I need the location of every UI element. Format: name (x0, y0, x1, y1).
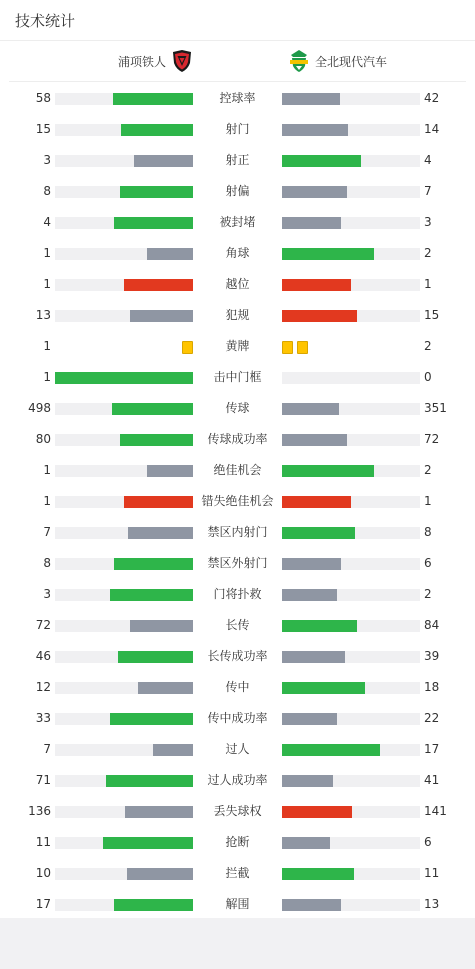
away-bar-track (282, 372, 420, 384)
away-bar (282, 682, 365, 694)
stat-row (0, 548, 475, 579)
stat-label: 越位 (225, 277, 250, 291)
stat-row (0, 858, 475, 889)
away-bar (282, 465, 374, 477)
stat-label: 禁区外射门 (207, 556, 268, 570)
stat-label: 禁区内射门 (207, 525, 268, 539)
teams-row (9, 41, 466, 82)
away-bar-track (282, 806, 420, 818)
home-bar (110, 589, 193, 601)
stat-row (0, 610, 475, 641)
stat-row (0, 486, 475, 517)
stat-label: 传中 (225, 680, 250, 694)
home-bar-track (55, 155, 193, 167)
yellow-card-icon (297, 341, 308, 354)
away-stat-value: 18 (424, 680, 440, 694)
stat-row (0, 734, 475, 765)
stat-row (0, 207, 475, 238)
away-bar-track (282, 155, 420, 167)
stat-row (0, 269, 475, 300)
stat-row (0, 331, 475, 362)
stat-label: 控球率 (219, 91, 256, 105)
home-bar (124, 496, 193, 508)
away-bar (282, 806, 352, 818)
home-bar (138, 682, 193, 694)
home-bar (128, 527, 193, 539)
away-stat-value: 11 (424, 866, 440, 880)
away-stat-value: 1 (424, 494, 432, 508)
away-stat-value: 2 (424, 246, 432, 260)
home-bar-track (55, 496, 193, 508)
home-bar-track (55, 558, 193, 570)
away-stat-value: 22 (424, 711, 440, 725)
home-bar (147, 465, 193, 477)
away-bar-track (282, 651, 420, 663)
away-stat-value: 3 (424, 215, 432, 229)
away-bar (282, 248, 374, 260)
stats-header (0, 0, 475, 41)
stat-label: 解围 (225, 897, 250, 911)
home-bar (127, 868, 193, 880)
home-stat-value: 4 (43, 215, 51, 229)
stat-row (0, 145, 475, 176)
home-stat-value: 1 (43, 339, 51, 353)
away-bar (282, 155, 361, 167)
away-bar-track (282, 558, 420, 570)
home-stat-value: 10 (35, 866, 51, 880)
home-stat-value: 1 (43, 370, 51, 384)
home-stat-value: 1 (43, 494, 51, 508)
stat-row (0, 300, 475, 331)
away-bar-track (282, 775, 420, 787)
away-bar (282, 651, 345, 663)
home-bar (55, 372, 193, 384)
stat-label: 拦截 (225, 866, 250, 880)
away-bar (282, 403, 339, 415)
home-bar (114, 217, 193, 229)
home-bar-track (55, 589, 193, 601)
home-bar-track (55, 93, 193, 105)
away-stat-value: 351 (424, 401, 447, 415)
home-stat-value: 58 (35, 91, 51, 105)
away-bar-track (282, 744, 420, 756)
away-yellow-cards (282, 341, 308, 353)
away-bar-track (282, 496, 420, 508)
stat-row (0, 238, 475, 269)
home-stat-value: 3 (43, 587, 51, 601)
stat-label: 过人成功率 (207, 773, 268, 787)
stat-label: 绝佳机会 (213, 463, 262, 477)
stat-label: 传球 (225, 401, 250, 415)
away-stat-value: 72 (424, 432, 440, 446)
stat-row (0, 765, 475, 796)
stat-row (0, 455, 475, 486)
home-bar-track (55, 310, 193, 322)
home-stat-value: 72 (35, 618, 51, 632)
home-stat-value: 8 (43, 556, 51, 570)
home-bar (110, 713, 193, 725)
page-title: 技术统计 (15, 12, 76, 30)
home-stat-value: 15 (35, 122, 51, 136)
away-stat-value: 141 (424, 804, 447, 818)
stat-label: 击中门框 (213, 370, 262, 384)
home-yellow-cards (182, 341, 193, 353)
home-stat-value: 46 (35, 649, 51, 663)
home-bar (130, 310, 193, 322)
away-bar (282, 868, 354, 880)
home-bar-track (55, 744, 193, 756)
away-bar-track (282, 527, 420, 539)
stat-label: 抢断 (225, 835, 250, 849)
yellow-card-icon (182, 341, 193, 354)
home-stat-value: 13 (35, 308, 51, 322)
stat-row (0, 889, 475, 920)
home-stat-value: 80 (35, 432, 51, 446)
away-bar (282, 558, 341, 570)
stat-label: 传中成功率 (207, 711, 268, 725)
home-stat-value: 136 (28, 804, 51, 818)
away-bar (282, 310, 357, 322)
home-bar (125, 806, 193, 818)
away-bar (282, 186, 347, 198)
away-bar (282, 93, 340, 105)
home-bar-track (55, 651, 193, 663)
away-stat-value: 42 (424, 91, 440, 105)
home-bar-track (55, 248, 193, 260)
home-bar (112, 403, 193, 415)
stat-label: 黄牌 (225, 339, 250, 353)
stat-row (0, 83, 475, 114)
home-bar-track (55, 279, 193, 291)
home-bar-track (55, 868, 193, 880)
away-bar (282, 775, 333, 787)
stat-label: 过人 (225, 742, 250, 756)
away-stat-value: 2 (424, 587, 432, 601)
home-bar (118, 651, 193, 663)
home-stat-value: 1 (43, 463, 51, 477)
home-stat-value: 17 (35, 897, 51, 911)
home-stat-value: 71 (35, 773, 51, 787)
away-bar (282, 620, 357, 632)
stat-label: 长传 (225, 618, 250, 632)
stat-row (0, 827, 475, 858)
away-bar-track (282, 279, 420, 291)
home-bar-track (55, 403, 193, 415)
away-bar (282, 589, 337, 601)
home-bar (121, 124, 193, 136)
away-bar (282, 713, 337, 725)
stat-row (0, 424, 475, 455)
away-stat-value: 17 (424, 742, 440, 756)
away-team-logo (288, 49, 310, 73)
away-stat-value: 0 (424, 370, 432, 384)
away-bar-track (282, 589, 420, 601)
home-stat-value: 498 (28, 401, 51, 415)
stat-label: 丢失球权 (213, 804, 262, 818)
stat-label: 角球 (225, 246, 250, 260)
stat-label: 射门 (225, 122, 250, 136)
home-stat-value: 3 (43, 153, 51, 167)
away-bar-track (282, 465, 420, 477)
home-bar-track (55, 682, 193, 694)
away-bar (282, 837, 330, 849)
home-bar-track (55, 434, 193, 446)
away-bar (282, 434, 347, 446)
home-bar (106, 775, 193, 787)
away-stat-value: 2 (424, 339, 432, 353)
home-stat-value: 7 (43, 742, 51, 756)
home-bar-track (55, 124, 193, 136)
stat-label: 错失绝佳机会 (201, 494, 274, 508)
stat-label: 被封堵 (219, 215, 256, 229)
stat-row (0, 517, 475, 548)
home-bar (120, 186, 193, 198)
home-bar (114, 899, 193, 911)
away-stat-value: 1 (424, 277, 432, 291)
away-bar (282, 124, 348, 136)
away-bar-track (282, 248, 420, 260)
away-bar-track (282, 899, 420, 911)
home-bar (153, 744, 193, 756)
home-stat-value: 11 (35, 835, 51, 849)
home-stat-value: 1 (43, 277, 51, 291)
home-bar (134, 155, 193, 167)
away-bar (282, 527, 355, 539)
home-bar (147, 248, 193, 260)
stat-label: 门将扑救 (213, 587, 262, 601)
away-bar (282, 217, 341, 229)
home-stat-value: 7 (43, 525, 51, 539)
away-stat-value: 6 (424, 835, 432, 849)
stats-list (0, 82, 475, 920)
home-bar-track (55, 620, 193, 632)
home-bar (120, 434, 193, 446)
away-bar-track (282, 837, 420, 849)
away-stat-value: 39 (424, 649, 440, 663)
yellow-card-icon (282, 341, 293, 354)
stat-row (0, 796, 475, 827)
away-bar-track (282, 434, 420, 446)
home-bar-track (55, 527, 193, 539)
away-stat-value: 2 (424, 463, 432, 477)
stat-row (0, 641, 475, 672)
home-bar (124, 279, 193, 291)
away-stat-value: 4 (424, 153, 432, 167)
home-bar-track (55, 837, 193, 849)
home-bar-track (55, 713, 193, 725)
stat-row (0, 362, 475, 393)
away-stat-value: 14 (424, 122, 440, 136)
away-bar-track (282, 217, 420, 229)
away-bar-track (282, 403, 420, 415)
stat-row (0, 114, 475, 145)
home-team-logo (171, 49, 193, 73)
home-bar-track (55, 775, 193, 787)
home-bar-track (55, 806, 193, 818)
away-bar-track (282, 93, 420, 105)
home-stat-value: 33 (35, 711, 51, 725)
away-stat-value: 15 (424, 308, 440, 322)
away-team-name: 全北现代汽车 (315, 54, 388, 69)
away-bar-track (282, 682, 420, 694)
away-bar-track (282, 124, 420, 136)
stat-row (0, 393, 475, 424)
stat-row (0, 703, 475, 734)
away-stat-value: 84 (424, 618, 440, 632)
home-team-name: 浦项铁人 (118, 54, 167, 69)
home-bar-track (55, 217, 193, 229)
home-stat-value: 12 (35, 680, 51, 694)
away-bar (282, 744, 380, 756)
away-bar-track (282, 186, 420, 198)
away-bar (282, 496, 351, 508)
home-bar (130, 620, 193, 632)
away-bar-track (282, 713, 420, 725)
home-bar (103, 837, 193, 849)
stat-label: 长传成功率 (207, 649, 268, 663)
home-stat-value: 1 (43, 246, 51, 260)
stat-label: 射偏 (225, 184, 250, 198)
away-stat-value: 7 (424, 184, 432, 198)
home-bar-track (55, 899, 193, 911)
away-team (288, 41, 387, 81)
away-bar (282, 899, 341, 911)
home-bar (114, 558, 193, 570)
stat-row (0, 579, 475, 610)
home-bar-track (55, 465, 193, 477)
away-stat-value: 8 (424, 525, 432, 539)
stat-label: 传球成功率 (207, 432, 268, 446)
away-stat-value: 13 (424, 897, 440, 911)
away-bar-track (282, 620, 420, 632)
home-bar (113, 93, 193, 105)
home-stat-value: 8 (43, 184, 51, 198)
away-bar-track (282, 868, 420, 880)
away-stat-value: 41 (424, 773, 440, 787)
stat-label: 射正 (225, 153, 250, 167)
stat-row (0, 672, 475, 703)
home-bar-track (55, 186, 193, 198)
stat-row (0, 176, 475, 207)
away-bar-track (282, 310, 420, 322)
away-bar (282, 279, 351, 291)
away-stat-value: 6 (424, 556, 432, 570)
stat-label: 犯规 (225, 308, 250, 322)
home-bar-track (55, 372, 193, 384)
home-team (118, 41, 193, 81)
